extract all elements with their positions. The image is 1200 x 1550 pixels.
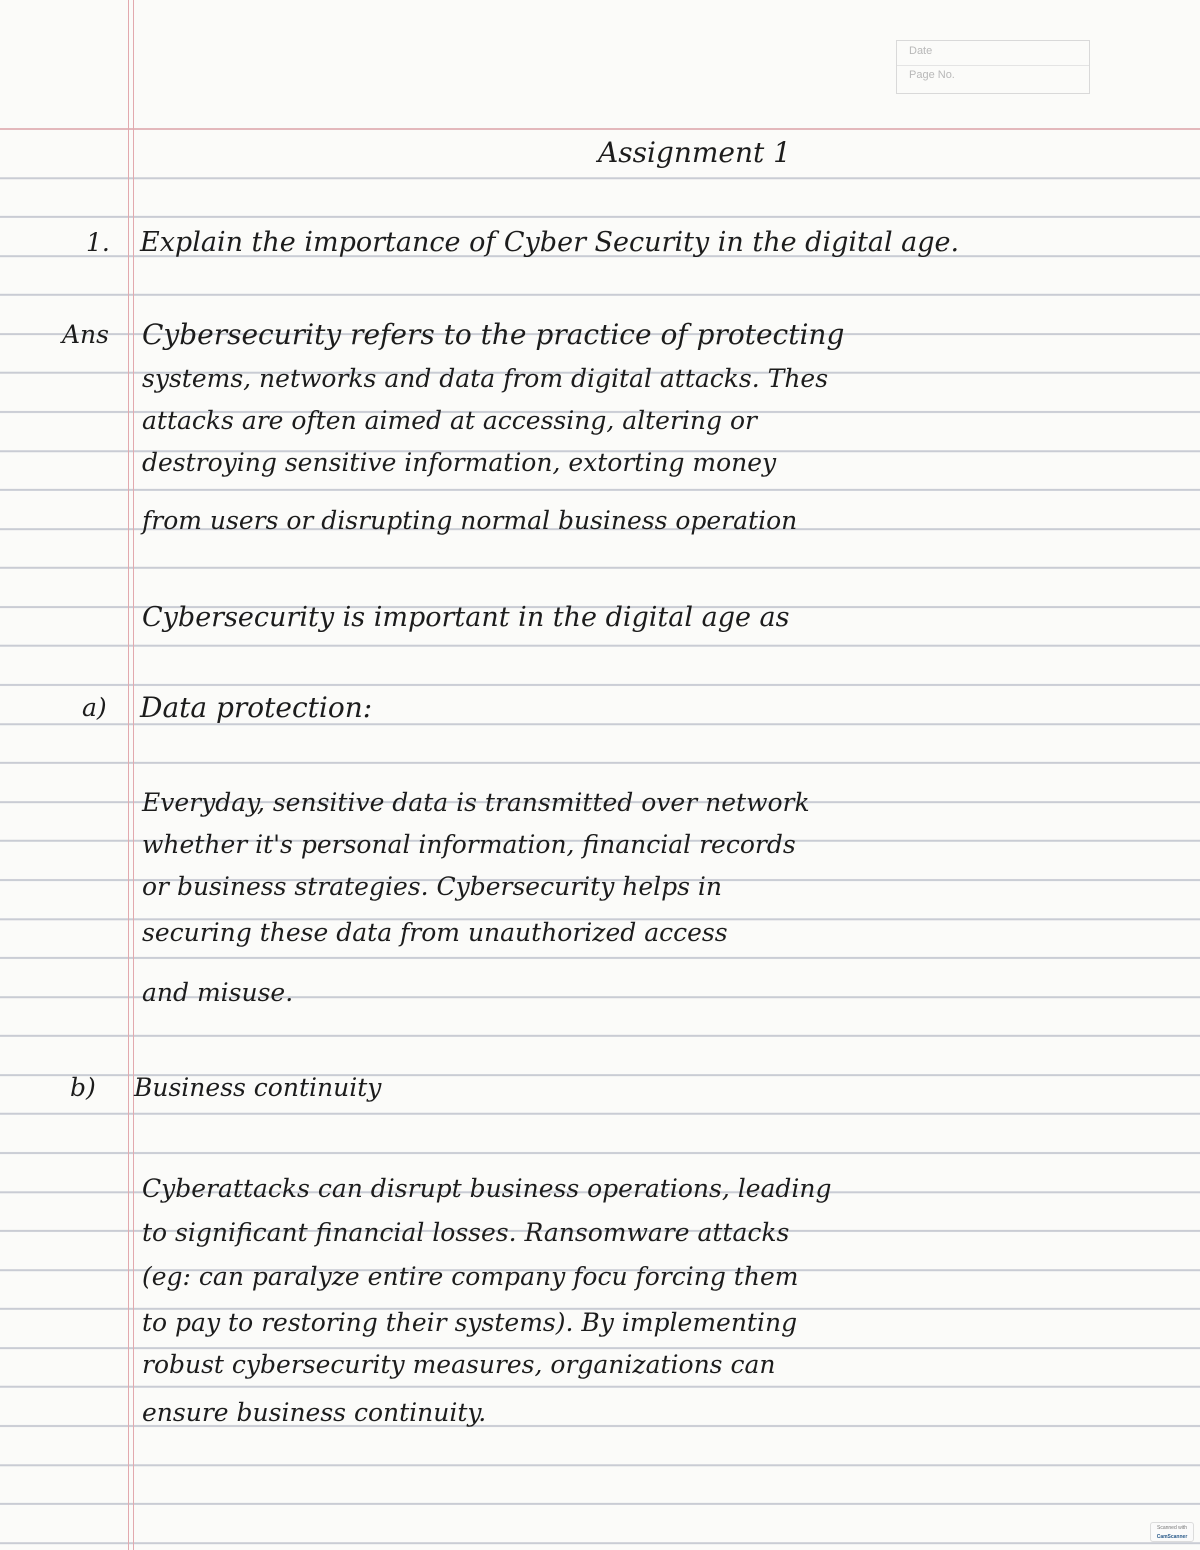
point-line: (eg: can paralyze entire company focu forcing them (142, 1262, 799, 1291)
point-line: to pay to restoring their systems). By implementing (142, 1308, 798, 1337)
lead-in-sentence: Cybersecurity is important in the digital age as (142, 602, 790, 633)
top-margin-rule (0, 128, 1200, 130)
point-line: to significant financial losses. Ransomware attacks (142, 1218, 790, 1247)
scanner-caption: Scanned with (1156, 1525, 1188, 1531)
point-line: whether it's personal information, financial records (142, 830, 796, 859)
point-heading: Data protection: (140, 691, 373, 724)
date-page-box (896, 40, 1090, 94)
point-line: and misuse. (142, 978, 294, 1007)
point-marker: b) (70, 1073, 96, 1102)
margin-line (128, 0, 134, 1550)
answer-intro-line: Cybersecurity refers to the practice of protecting (142, 318, 845, 351)
scanner-name: CamScanner (1156, 1534, 1188, 1540)
point-line: robust cybersecurity measures, organizations can (142, 1350, 776, 1379)
date-divider (897, 65, 1089, 66)
scanner-watermark (1150, 1522, 1194, 1542)
point-heading: Business continuity (134, 1073, 382, 1102)
answer-intro-line: from users or disrupting normal business operation (142, 506, 798, 535)
question-number: 1. (86, 228, 110, 257)
point-marker: a) (82, 693, 107, 722)
question-text: Explain the importance of Cyber Security in the digital age. (140, 227, 960, 258)
page-number-label: Page No. (909, 69, 955, 81)
point-line: securing these data from unauthorized access (142, 918, 728, 947)
point-line: ensure business continuity. (142, 1398, 487, 1427)
answer-intro-line: destroying sensitive information, extorting money (142, 448, 777, 477)
page-title: Assignment 1 (598, 136, 791, 169)
point-line: Everyday, sensitive data is transmitted over network (142, 788, 810, 817)
point-line: or business strategies. Cybersecurity helps in (142, 872, 723, 901)
date-label: Date (909, 45, 933, 57)
answer-intro-line: attacks are often aimed at accessing, altering or (142, 406, 757, 435)
answer-label: Ans (62, 320, 109, 349)
point-line: Cyberattacks can disrupt business operations, leading (142, 1174, 832, 1203)
answer-intro-line: systems, networks and data from digital attacks. Thes (142, 364, 829, 393)
